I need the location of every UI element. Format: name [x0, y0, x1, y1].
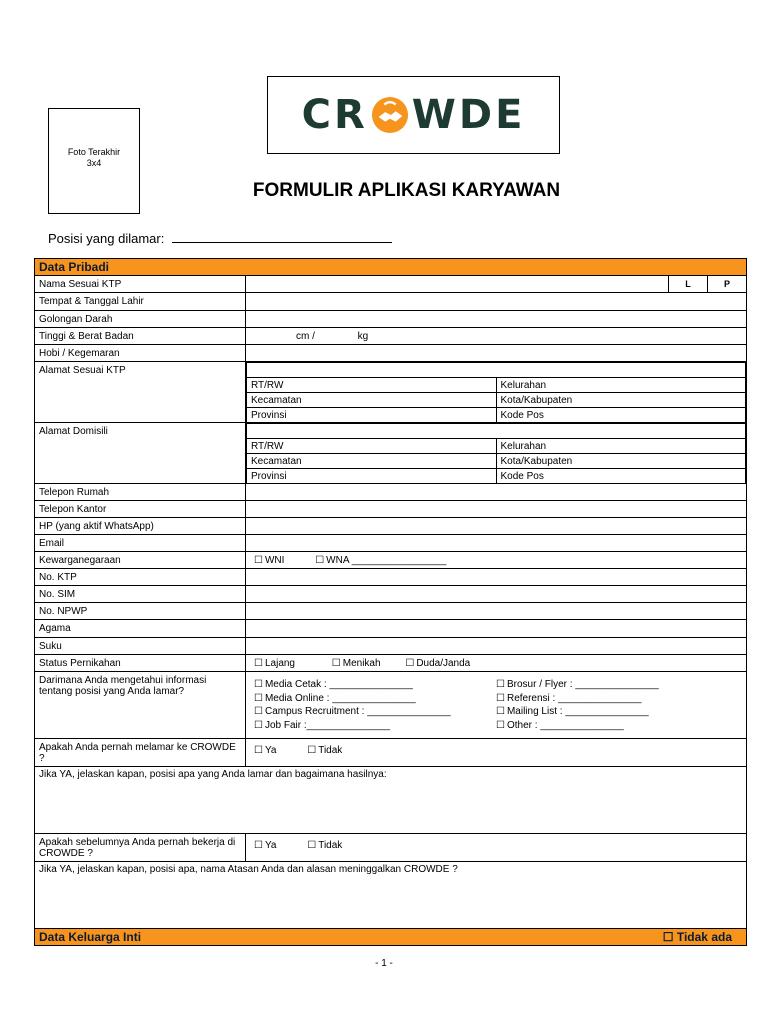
row-status	[35, 655, 747, 672]
input-pernah-melamar[interactable]	[246, 739, 747, 767]
row-agama	[35, 620, 747, 638]
posisi-field[interactable]	[48, 230, 392, 246]
referensi-label: Referensi : _______________	[506, 692, 642, 704]
checkbox-icon: ☐	[307, 840, 317, 851]
input-status[interactable]	[246, 655, 747, 672]
input-npwp[interactable]	[246, 603, 747, 620]
row-npwp	[35, 603, 747, 620]
input-email[interactable]	[246, 535, 747, 552]
label-pernah-bekerja: Apakah sebelumnya Anda pernah bekerja di CROWDE ?	[35, 834, 246, 862]
posisi-input-line[interactable]	[172, 230, 392, 243]
photo-label: Foto Terakhir	[67, 147, 121, 157]
input-golongan[interactable]	[246, 311, 747, 328]
row-ktp	[35, 569, 747, 586]
section-title: Data Pribadi	[35, 259, 747, 276]
row-nama	[35, 276, 747, 293]
row-darimana	[35, 672, 747, 739]
label-tinggi: Tinggi & Berat Badan	[35, 328, 246, 345]
brosur-label: Brosur / Flyer : _______________	[506, 679, 659, 690]
checkbox-lajang[interactable]	[254, 658, 295, 669]
row-jika-ya-melamar	[35, 767, 747, 834]
checkbox-referensi[interactable]	[496, 692, 659, 706]
input-alamat-ktp[interactable]	[246, 362, 747, 423]
section-header-data-pribadi	[35, 259, 747, 276]
page-number: - 1 -	[375, 958, 393, 969]
logo-text-right: WDE	[411, 92, 526, 138]
ktp-provinsi: Provinsi	[247, 408, 497, 423]
checkbox-icon: ☐	[496, 679, 505, 690]
label-alamat-ktp: Alamat Sesuai KTP	[35, 362, 246, 423]
label-telp-rumah: Telepon Rumah	[35, 484, 246, 501]
row-kewarganegaraan	[35, 552, 747, 569]
form-title: FORMULIR APLIKASI KARYAWAN	[252, 180, 561, 201]
row-telp-kantor	[35, 501, 747, 518]
checkbox-wna[interactable]	[315, 555, 446, 566]
dom-kodepos: Kode Pos	[496, 469, 746, 484]
label-kewarganegaraan: Kewarganegaraan	[35, 552, 246, 569]
checkbox-wni[interactable]	[254, 555, 284, 566]
checkbox-icon: ☐	[331, 657, 341, 669]
label-suku: Suku	[35, 638, 246, 655]
wna-label: WNA _________________	[326, 554, 447, 566]
jika-ya-melamar-label: Jika YA, jelaskan kapan, posisi apa yang Anda lamar dan bagaimana hasilnya:	[39, 769, 387, 780]
label-darimana: Darimana Anda mengetahui informasi tentang posisi yang Anda lamar?	[35, 672, 246, 739]
posisi-label: Posisi yang dilamar:	[48, 231, 165, 246]
ktp-rtrw: RT/RW	[247, 378, 497, 393]
input-kewarganegaraan[interactable]	[246, 552, 747, 569]
ktp-kelurahan: Kelurahan	[496, 378, 746, 393]
company-logo	[267, 76, 560, 154]
row-golongan	[35, 311, 747, 328]
label-telp-kantor: Telepon Kantor	[35, 501, 246, 518]
label-npwp: No. NPWP	[35, 603, 246, 620]
checkbox-tidak-melamar[interactable]	[307, 745, 342, 756]
ya-label: Ya	[264, 745, 277, 756]
label-ttl: Tempat & Tanggal Lahir	[35, 293, 246, 311]
lajang-label: Lajang	[264, 657, 295, 669]
alamat-ktp-line[interactable]	[247, 363, 746, 378]
row-hp	[35, 518, 747, 535]
tidak-label: Tidak	[318, 745, 343, 756]
dom-provinsi: Provinsi	[247, 469, 497, 484]
input-darimana[interactable]	[246, 672, 747, 739]
checkbox-tidak-ada[interactable]	[663, 930, 732, 944]
tinggi-unit: cm /	[296, 330, 315, 342]
input-telp-kantor[interactable]	[246, 501, 747, 518]
media-online-label: Media Online : _______________	[264, 692, 416, 704]
berat-unit: kg	[357, 330, 369, 342]
row-alamat-ktp	[35, 362, 747, 423]
label-pernah-melamar: Apakah Anda pernah melamar ke CROWDE ?	[35, 739, 246, 767]
input-ttl[interactable]	[246, 293, 747, 311]
logo-text-left: CR	[301, 92, 368, 138]
row-telp-rumah	[35, 484, 747, 501]
checkbox-duda[interactable]	[405, 658, 470, 669]
checkbox-menikah[interactable]	[332, 658, 381, 669]
input-suku[interactable]	[246, 638, 747, 655]
nama-field[interactable]	[246, 276, 669, 292]
checkbox-icon: ☐	[254, 679, 263, 690]
row-pernah-bekerja	[35, 834, 747, 862]
photo-size: 3x4	[86, 158, 102, 168]
jobfair-label: Job Fair :_______________	[264, 719, 391, 731]
gender-p[interactable]: P	[708, 276, 747, 292]
checkbox-ya-melamar[interactable]	[254, 745, 276, 756]
checkbox-icon: ☐	[405, 657, 415, 669]
media-cetak-label: Media Cetak : _______________	[264, 679, 413, 690]
mailing-label: Mailing List : _______________	[506, 706, 649, 717]
ktp-kecamatan: Kecamatan	[247, 393, 497, 408]
checkbox-media-online[interactable]	[254, 692, 496, 706]
input-tinggi[interactable]	[246, 328, 747, 345]
checkbox-other[interactable]	[496, 719, 659, 733]
checkbox-icon: ☐	[496, 692, 505, 704]
data-pribadi-table	[34, 258, 747, 946]
checkbox-icon: ☐	[315, 554, 325, 566]
checkbox-icon: ☐	[254, 719, 263, 731]
input-hobi[interactable]	[246, 345, 747, 362]
checkbox-icon: ☐	[254, 554, 263, 566]
duda-label: Duda/Janda	[416, 657, 471, 669]
wni-label: WNI	[264, 554, 285, 566]
checkbox-ya-bekerja[interactable]	[254, 840, 276, 851]
checkbox-icon: ☐	[496, 719, 505, 731]
label-alamat-domisili: Alamat Domisili	[35, 423, 246, 484]
checkbox-icon: ☐	[254, 840, 263, 851]
label-sim: No. SIM	[35, 586, 246, 603]
checkbox-brosur[interactable]	[496, 678, 659, 692]
checkbox-icon: ☐	[254, 692, 263, 704]
ktp-kota: Kota/Kabupaten	[496, 393, 746, 408]
tidak-ada-label: Tidak ada	[676, 930, 732, 944]
tidak-label: Tidak	[318, 840, 343, 851]
input-telp-rumah[interactable]	[246, 484, 747, 501]
dom-kecamatan: Kecamatan	[247, 454, 497, 469]
input-jika-ya-melamar[interactable]	[35, 767, 747, 834]
label-nama: Nama Sesuai KTP	[35, 276, 246, 293]
input-pernah-bekerja[interactable]	[246, 834, 747, 862]
input-alamat-domisili[interactable]	[246, 423, 747, 484]
row-sim	[35, 586, 747, 603]
row-tinggi	[35, 328, 747, 345]
checkbox-icon: ☐	[496, 706, 505, 717]
checkbox-icon: ☐	[254, 706, 263, 717]
label-email: Email	[35, 535, 246, 552]
label-golongan: Golongan Darah	[35, 311, 246, 328]
label-agama: Agama	[35, 620, 246, 638]
input-ktp[interactable]	[246, 569, 747, 586]
handshake-logo-icon	[371, 96, 409, 134]
section-header-data-keluarga	[35, 929, 747, 946]
input-sim[interactable]	[246, 586, 747, 603]
other-label: Other : _______________	[506, 719, 624, 731]
input-jika-ya-bekerja[interactable]	[35, 862, 747, 929]
label-hp: HP (yang aktif WhatsApp)	[35, 518, 246, 535]
label-status: Status Pernikahan	[35, 655, 246, 672]
checkbox-mailing[interactable]	[496, 705, 659, 719]
checkbox-icon: ☐	[662, 930, 677, 944]
row-jika-ya-bekerja	[35, 862, 747, 929]
section-title: Data Keluarga Inti	[39, 930, 142, 944]
campus-label: Campus Recruitment : _______________	[264, 706, 451, 717]
alamat-domisili-line[interactable]	[247, 424, 746, 439]
dom-kelurahan: Kelurahan	[496, 439, 746, 454]
dom-kota: Kota/Kabupaten	[496, 454, 746, 469]
input-nama[interactable]	[246, 276, 747, 293]
checkbox-tidak-bekerja[interactable]	[307, 840, 342, 851]
dom-rtrw: RT/RW	[247, 439, 497, 454]
menikah-label: Menikah	[342, 657, 381, 669]
row-alamat-domisili	[35, 423, 747, 484]
label-ktp: No. KTP	[35, 569, 246, 586]
gender-l[interactable]: L	[669, 276, 708, 292]
checkbox-icon: ☐	[307, 745, 317, 756]
label-hobi: Hobi / Kegemaran	[35, 345, 246, 362]
row-email	[35, 535, 747, 552]
row-hobi	[35, 345, 747, 362]
checkbox-campus[interactable]	[254, 705, 496, 719]
checkbox-jobfair[interactable]	[254, 719, 496, 733]
ya-label: Ya	[264, 840, 277, 851]
checkbox-icon: ☐	[254, 657, 263, 669]
checkbox-icon: ☐	[254, 745, 263, 756]
checkbox-media-cetak[interactable]	[254, 678, 496, 692]
jika-ya-bekerja-label: Jika YA, jelaskan kapan, posisi apa, nama Atasan Anda dan alasan meninggalkan CROWDE ?	[39, 864, 458, 875]
row-ttl	[35, 293, 747, 311]
row-suku	[35, 638, 747, 655]
ktp-kodepos: Kode Pos	[496, 408, 746, 423]
row-pernah-melamar	[35, 739, 747, 767]
input-hp[interactable]	[246, 518, 747, 535]
input-agama[interactable]	[246, 620, 747, 638]
